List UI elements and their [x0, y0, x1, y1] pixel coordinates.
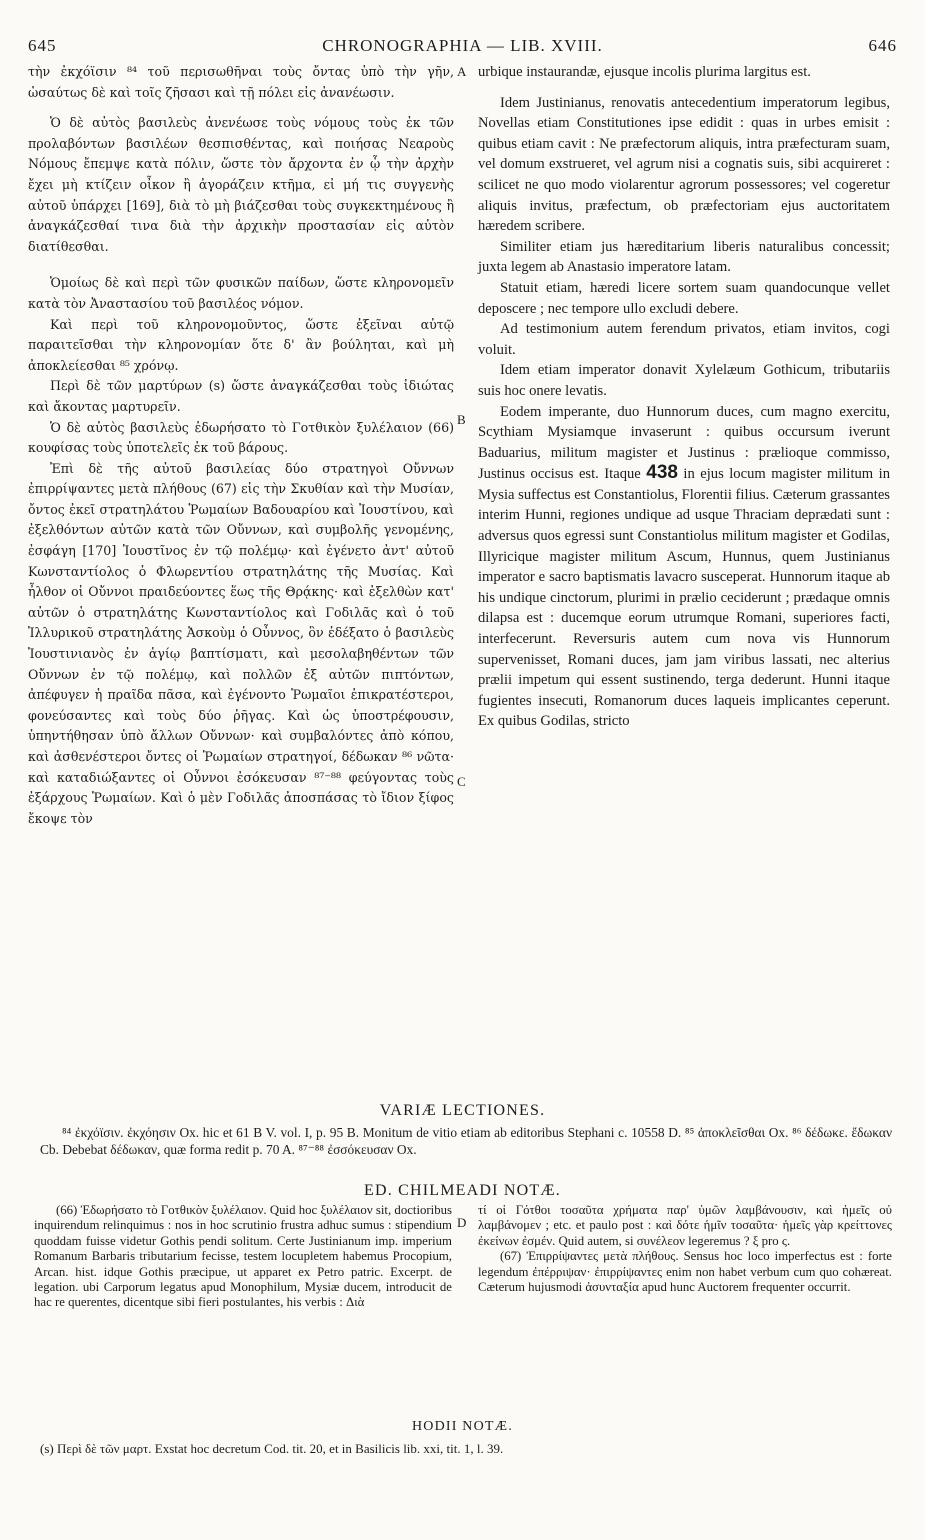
greek-paragraph: Ἐπὶ δὲ τῆς αὐτοῦ βασιλείας δύο στρατηγοὶ Οὔννων ἐπιρρίψαντες μετὰ πλήθους (67) εἰς τὴν Σκυθίαν καὶ τὴν Μυσίαν, ὄντος ἐκεῖ στρατηλάτου Ῥωμαίων Βαδουαρίου καὶ Ἰουστίνου, καὶ ἐξελθόντων αὐτῶν κατὰ τῶν Οὔννων, καὶ συμβολῆς γενομένης, ἐσφάγη [170] Ἰουστῖνος ἐν τῷ πολέμῳ· καὶ ἐγένετο ἀντ' αὐτοῦ Κωνσταντίολος ὁ Φλωρεντίου στρατηλάτης τῆς Μυσίας. Καὶ ἦλθον οἱ Οὔννοι πραιδεύοντες ἕως τῆς Θρᾴκης· καὶ ἐξελθὼν κατ' αὐτῶν ὁ στρατηλάτης Κωνσταντίολος καὶ Γοδιλᾶς καὶ ὁ τοῦ Ἰλλυρικοῦ στρατηλάτης Ἀσκοὺμ ὁ Οὖννος, ὃν ἐδέξατο ὁ βασιλεὺς Ἰουστινιανὸς ἐν ἁγίῳ βαπτίσματι, καὶ μεσολαβηθέντων τῶν Οὔννων ἐν τῷ πολέμῳ, καὶ πολλῶν ἐξ αὐτῶν πιπτόντων, ἀπέφυγεν ἡ πραῖδα πᾶσα, καὶ ἐγένοντο Ῥωμαῖοι ἐπικρατέστεροι, φονεύσαντες καὶ τοὺς δύο ῥῆγας. Καὶ ὡς ὑποστρέφουσιν, ὑπηντήθησαν ὑπὸ ἄλλων Οὔννων· καὶ συμβαλόντες ἀπὸ κόπου, καὶ ἀσθενέστεροι ὄντες οἱ Ῥωμαίων στρατηγοί, δέδωκαν ⁸⁶ νῶτα· καὶ καταδιώξαντες οἱ Οὖννοι ἐσόκευσαν ⁸⁷⁻⁸⁸ φεύγοντας τοὺς ἐξάρχους Ῥωμαίων. Καὶ ὁ μὲν Γοδιλᾶς ἀποσπάσας τὸ ἴδιον ξίφος ἔκοψε τὸν — [28, 460, 454, 826]
latin-paragraph: urbique instaurandæ, ejusque incolis plurima largitus est. — [478, 64, 811, 80]
column-number: 438 — [646, 462, 678, 484]
page-number-left: 645 — [28, 36, 57, 55]
latin-paragraph — [478, 402, 890, 733]
greek-paragraph: Καὶ περὶ τοῦ κληρονομοῦντος, ὥστε ἐξεῖναι αὐτῷ παραιτεῖσθαι τὴν κληρονομίαν ὅτε δ' ἂν βούληται, καὶ μὴ ἀποκλείεσθαι ⁸⁵ χρόνῳ. — [28, 316, 454, 373]
latin-paragraph: Ad testimonium autem ferendum privatos, etiam invitos, cogi voluit. — [478, 321, 890, 358]
running-head — [28, 36, 897, 58]
margin-letter-d: D — [457, 1215, 467, 1230]
latin-paragraph: Idem Justinianus, renovatis antecedentium imperatorum legibus, Novellas etiam Constitutiones ipse edidit : quas in urbes emisit : quibus etiam cavit : Ne præfectorum aliquis, intra præfecturam suam, vel domum exstrueret, vel agrum nisi a cognatis suis, sibi acquireret : scilicet ne quo modo violarentur agrorum possessores; vel cogeretur aliquis invitus, præfectum, ob præfectoriam ejus auctoritatem hæredem scribere. — [478, 94, 890, 235]
hodii-notes-heading: HODII NOTÆ. — [411, 1419, 514, 1434]
running-title: CHRONOGRAPHIA — LIB. XVIII. — [322, 36, 603, 55]
latin-column — [478, 62, 890, 732]
latin-text: in ejus locum magister militum in Mysia suffectus est Constantiolus, Florentii filius. Cæterum grassantes interim Hunni, regiones undique ad usque Thraciam deprædati sunt : adversus quos egressi sunt Constantiolus militum magister et Godilas, Illyricique magister militum Ascum, Hunnus, quem Justinianus imperator e sacro baptismatis lavacro susceperat. Hunnorum itaque ab his undique cinctorum, plurimi in prælio ceciderunt ; prædaque omnis dilapsa est : ducemque eorum utrumque Romani, superiores facti, interfecerunt. Reversuris autem cum nova vis Hunnorum supervenisset, Romani duces, jam jam viribus lassati, nec alterius prælii impetum qui essent sustinendo, terga dederunt. Hunni itaque fugientes insecuti, Romanorum duces laqueis implicantes ceperunt. Ex quibus Godilas, stricto — [478, 466, 890, 730]
margin-letter-c: C — [457, 774, 466, 789]
greek-column — [28, 62, 454, 829]
page-number-right: 646 — [868, 36, 897, 55]
latin-text: Eodem imperante, duo Hunnorum duces, cum magno exercitu, Scythiam Mysiamque invaserunt : quibus occursum iverunt Baduarius, militum magister et Justinus : prælioque commisso, Justinus occisus est. Itaque — [478, 403, 890, 483]
chilmead-notes-right — [478, 1203, 892, 1295]
latin-paragraph: Idem etiam imperator donavit Xylelæum Gothicum, tributariis suis hoc onere levatis. — [478, 362, 890, 399]
margin-letter-b: B — [457, 412, 466, 427]
greek-paragraph: τὴν ἐκχόϊσιν ⁸⁴ τοῦ περισωθῆναι τοὺς ὄντας ὑπὸ τὴν γῆν, ὡσαύτως δὲ καὶ τοῖς ζῆσασι καὶ τῇ πόλει εἰς ἀνανέωσιν. — [28, 64, 454, 100]
variant-readings: ⁸⁴ ἐκχόϊσιν. ἐκχόησιν Ox. hic et 61 B V. vol. I, p. 95 B. Monitum de vitio etiam ab editoribus Stephani c. 10558 D. ⁸⁵ ἀποκλεῖσθαι Ox. ⁸⁶ δέδωκε. ἔδωκαν Cb. Debebat δέδωκαν, quæ forma redit p. 70 A. ⁸⁷⁻⁸⁸ ἐσσόκευσαν Ox. — [40, 1125, 892, 1157]
latin-paragraph: Statuit etiam, hæredi licere sortem suam quandocunque vellet deposcere ; nec tempore ullo excludi debere. — [478, 279, 890, 317]
greek-paragraph: Ὁ δὲ αὐτὸς βασιλεὺς ἐδωρήσατο τὸ Γοτθικὸν ξυλέλαιον (66) κουφίσας τοὺς ὑποτελεῖς ἐκ τοῦ βάρους. — [28, 419, 454, 456]
note-paragraph: (66) Ἐδωρήσατο τὸ Γοτθικὸν ξυλέλαιον. Quid hoc ξυλέλαιον sit, doctioribus inquirendum relinquimus : nos in hoc scrutinio frustra adhuc sumus : stipendium quoddam fuisse videtur Gothis pendi solitum. Certe Justinianum imp. imperium Romanum Barbaris tributarium fecisse, testem locupletem habemus Procopium, Arcan. hist. idque Gothis præcipue, ut apparet ex Petro patric. Excerpt. de legation. ubi Carporum legatus apud Monophilum, Mysiæ ducem, introducit de hac re querentes, dicentque sibi fieri postulantes, his verbis : Διὰ — [34, 1203, 452, 1310]
hodii-note: (s) Περὶ δὲ τῶν μαρτ. Exstat hoc decretum Cod. tit. 20, et in Basilicis lib. xxi, tit. 1, l. 39. — [40, 1441, 504, 1456]
margin-letter-a: A — [457, 64, 467, 79]
latin-paragraph: Similiter etiam jus hæreditarium liberis naturalibus concessit; juxta legem ab Anastasio imperatore latam. — [478, 238, 890, 276]
note-paragraph: (67) Ἐπιρρίψαντες μετὰ πλήθους. Sensus hoc loco imperfectus est : forte legendum ἐπέρριψαν· ἐπιρρίψαντες enim non habet verbum cum quo cohæreat. Cæterum hujusmodi ἀσυνταξία apud hunc Auctorem frequenter occurrit. — [478, 1249, 892, 1295]
chilmead-notes-heading: ED. CHILMEADI NOTÆ. — [363, 1182, 561, 1199]
greek-paragraph: Περὶ δὲ τῶν μαρτύρων (s) ὥστε ἀναγκάζεσθαι τοὺς ἰδιώτας καὶ ἄκοντας μαρτυρεῖν. — [28, 378, 454, 414]
variae-lectiones — [40, 1124, 892, 1158]
variae-lectiones-heading: VARIÆ LECTIONES. — [379, 1102, 546, 1119]
note-paragraph: τί οἱ Γότθοι τοσαῦτα χρήματα παρ' ὑμῶν λαμβάνουσιν, καὶ ἡμεῖς οὐ λαμβάνομεν ; etc. et paulo post : καὶ δότε ἡμῖν τοσαῦτα· ἡμεῖς γὰρ κρείττονες ἐκείνων ἐσμέν. Quid autem, si συνέλεον legeremus ? ξ pro ς. — [478, 1203, 892, 1248]
greek-paragraph: Ὁμοίως δὲ καὶ περὶ τῶν φυσικῶν παίδων, ὥστε κληρονομεῖν κατὰ τὸν Ἀναστασίου τοῦ βασιλέος νόμον. — [28, 275, 454, 311]
greek-paragraph: Ὁ δὲ αὐτὸς βασιλεὺς ἀνενέωσε τοὺς νόμους τοὺς ἐκ τῶν προλαβόντων βασιλέων θεσπισθέντας, καὶ ποιήσας Νεαροὺς Νόμους ἔπεμψε κατὰ πόλιν, ὥστε τὸν ἄρχοντα ἐν ᾧ τὴν ἀρχὴν ἔχει μὴ κτίζειν οἶκον ἢ ἀγοράζειν κτῆμα, εἰ μή τις συγγενὴς αὐτοῦ ὑπάρχει [169], διὰ τὸ μὴ βιάζεσθαι τοὺς συγκεκτημένους ἢ ἀναγκάζεσθαί τινα διὰ τὴν ἀρχικὴν προστασίαν εἰς αὐτὸν διατίθεσθαι. — [28, 115, 454, 254]
chilmead-notes-left — [34, 1203, 452, 1311]
